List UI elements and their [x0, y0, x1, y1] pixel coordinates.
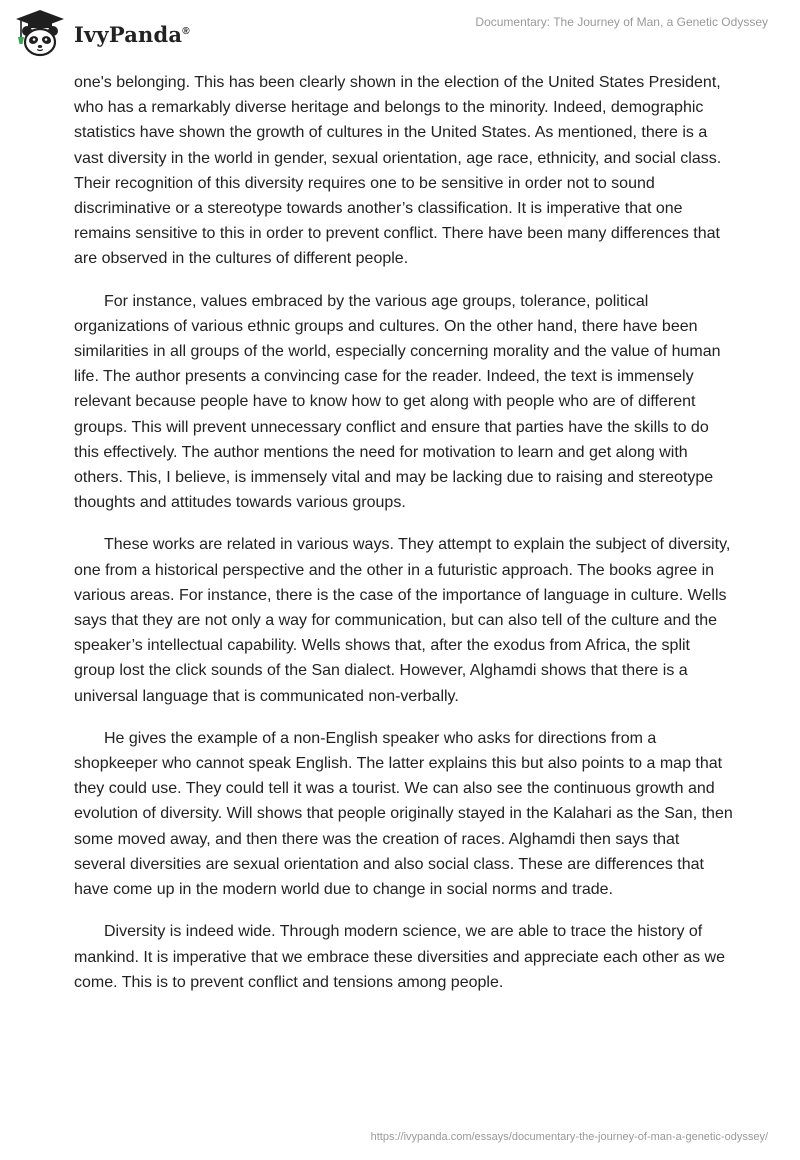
essay-paragraph: Diversity is indeed wide. Through modern science, we are able to trace the history of mankind. It is imperative that we embrace these diversities and appreciate each other as we come. This is to prevent conflict and tensions among people.	[74, 923, 725, 991]
document-title: Documentary: The Journey of Man, a Genetic Odyssey	[475, 15, 768, 29]
source-url[interactable]: https://ivypanda.com/essays/documentary-the-journey-of-man-a-genetic-odyssey/	[370, 1131, 768, 1143]
essay-paragraph: one's belonging. This has been clearly shown in the election of the United States President, who has a remarkably diverse heritage and belongs to the minority. Indeed, demographic statistics have shown the growth of cultures in the United States. As mentioned, there is a vast diversity in the world in gender, sexual orientation, age race, ethnicity, and social class. Their recognition of this diversity requires one to be sensitive in order not to sound discriminative or a stereotype towards another’s classification. It is imperative that one remains sensitive to this in order to prevent conflict. There have been many differences that are observed in the cultures of different people.	[74, 74, 722, 268]
panda-graduate-icon	[14, 8, 66, 58]
essay-paragraph: He gives the example of a non-English speaker who asks for directions from a shopkeeper who cannot speak English. The latter explains this but also points to a map that they could use. They could tell it was a tourist. We can also see the continuous growth and evolution of diversity. Will shows that people originally stayed in the Kalahari as the San, then some moved away, and then there was the creation of races. Alghamdi then says that several diversities are sexual orientation and also social class. These are differences that have come up in the modern world due to change in social norms and trade.	[74, 729, 733, 899]
essay-body	[74, 70, 734, 1012]
essay-paragraph: For instance, values embraced by the various age groups, tolerance, political organizations of various ethnic groups and cultures. On the other hand, there have been similarities in all groups of the world, especially concerning morality and the value of human life. The author presents a convincing case for the reader. Indeed, the text is immensely relevant because people have to know how to get along with people who are of different groups. This will prevent unnecessary conflict and ensure that parties have the skills to do this effectively. The author mentions the need for motivation to learn and get along with others. This, I believe, is immensely vital and may be lacking due to raising and stereotype thoughts and attitudes towards various groups.	[74, 292, 721, 512]
page-header	[0, 0, 800, 64]
brand-logo[interactable]	[14, 8, 190, 58]
registered-mark: ®	[182, 25, 190, 37]
essay-paragraph: These works are related in various ways. They attempt to explain the subject of diversity, one from a historical perspective and the other in a futuristic approach. The books agree in various areas. For instance, there is the case of the importance of language in culture. Wells says that they are not only a way for communication, but can also tell of the culture and the speaker’s intellectual capability. Wells shows that, after the exodus from Africa, the split group lost the click sounds of the San dialect. However, Alghamdi shows that there is a universal language that is communicated non-verbally.	[74, 536, 731, 705]
brand-name: IvyPanda®	[74, 21, 190, 47]
